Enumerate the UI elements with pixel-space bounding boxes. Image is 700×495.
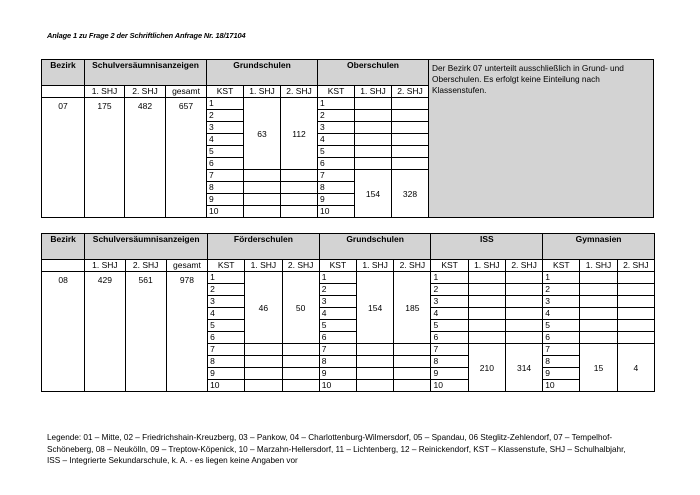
kst-cell: 1 <box>543 272 580 284</box>
kst-cell: 8 <box>318 182 355 194</box>
kst-cell: 3 <box>208 296 245 308</box>
subheader-empty <box>42 260 85 272</box>
empty-cell <box>505 320 542 332</box>
cell-grund-shj1: 154 <box>357 272 394 344</box>
empty-cell <box>281 206 318 218</box>
subheader-kst: KST <box>543 260 580 272</box>
subheader-gesamt: gesamt <box>166 260 207 272</box>
kst-cell: 9 <box>318 194 355 206</box>
kst-cell: 7 <box>543 344 580 356</box>
header-bezirk: Bezirk <box>42 234 85 260</box>
empty-cell <box>468 284 505 296</box>
cell-iss-shj2: 314 <box>505 344 542 392</box>
header-schulversaeumnisanzeigen: Schulversäumnisanzeigen <box>85 234 208 260</box>
legend-line-3: ISS – Integrierte Sekundarschule, k. A. - es liegen keine Angaben vor <box>47 456 298 465</box>
kst-cell: 2 <box>208 284 245 296</box>
kst-cell: 5 <box>319 320 356 332</box>
subheader-foerder-1shj: 1. SHJ <box>245 260 282 272</box>
subheader-ober-1shj: 1. SHJ <box>355 86 392 98</box>
subheader-grund-1shj: 1. SHJ <box>357 260 394 272</box>
legend-line-2: Schöneberg, 08 – Neukölln, 09 – Treptow-Köpenick, 10 – Marzahn-Hellersdorf, 11 – Lichtenberg, 12 – Reinickendorf, KST – Klassenstufe, SHJ – Schulhalbjahr, <box>47 444 626 454</box>
kst-cell: 7 <box>208 344 245 356</box>
kst-cell: 6 <box>207 158 244 170</box>
kst-cell: 8 <box>208 356 245 368</box>
header-grundschulen: Grundschulen <box>319 234 431 260</box>
kst-cell: 10 <box>431 380 468 392</box>
subheader-gym-1shj: 1. SHJ <box>580 260 617 272</box>
header-foerderschulen: Förderschulen <box>208 234 320 260</box>
kst-cell: 9 <box>207 194 244 206</box>
cell-shj1: 429 <box>85 272 125 392</box>
cell-grund-shj2: 112 <box>281 98 318 170</box>
empty-cell <box>392 110 429 122</box>
empty-cell <box>617 296 654 308</box>
cell-gesamt: 978 <box>166 272 207 392</box>
cell-ober-shj1: 154 <box>355 170 392 218</box>
legend <box>47 432 657 467</box>
empty-cell <box>244 206 281 218</box>
kst-cell: 7 <box>431 344 468 356</box>
subheader-empty <box>42 86 85 98</box>
empty-cell <box>468 272 505 284</box>
empty-cell <box>617 320 654 332</box>
empty-cell <box>394 344 431 356</box>
empty-cell <box>617 332 654 344</box>
kst-cell: 9 <box>431 368 468 380</box>
legend-line-1: Legende: 01 – Mitte, 02 – Friedrichshain-Kreuzberg, 03 – Pankow, 04 – Charlottenburg-Wilmersdorf, 05 – Spandau, 06 Steglitz-Zehlendorf, 07 – Tempelhof- <box>47 433 613 442</box>
kst-cell: 3 <box>431 296 468 308</box>
kst-cell: 3 <box>318 122 355 134</box>
empty-cell <box>244 194 281 206</box>
empty-cell <box>394 356 431 368</box>
kst-cell: 6 <box>431 332 468 344</box>
kst-cell: 8 <box>543 356 580 368</box>
empty-cell <box>355 122 392 134</box>
empty-cell <box>617 308 654 320</box>
subheader-gesamt: gesamt <box>166 86 207 98</box>
kst-cell: 4 <box>207 134 244 146</box>
empty-cell <box>281 194 318 206</box>
kst-cell: 10 <box>207 206 244 218</box>
empty-cell <box>505 272 542 284</box>
empty-cell <box>281 170 318 182</box>
empty-cell <box>355 146 392 158</box>
empty-cell <box>392 146 429 158</box>
kst-cell: 5 <box>318 146 355 158</box>
kst-cell: 6 <box>318 158 355 170</box>
empty-cell <box>394 380 431 392</box>
subheader-foerder-2shj: 2. SHJ <box>282 260 319 272</box>
empty-cell <box>468 332 505 344</box>
kst-cell: 1 <box>318 98 355 110</box>
empty-cell <box>282 356 319 368</box>
cell-gym-shj2: 4 <box>617 344 654 392</box>
empty-cell <box>617 284 654 296</box>
kst-cell: 3 <box>207 122 244 134</box>
kst-cell: 4 <box>318 134 355 146</box>
subheader-grund-2shj: 2. SHJ <box>281 86 318 98</box>
header-bezirk: Bezirk <box>42 60 85 86</box>
empty-cell <box>355 158 392 170</box>
kst-cell: 7 <box>319 344 356 356</box>
kst-cell: 2 <box>431 284 468 296</box>
subheader-gym-2shj: 2. SHJ <box>617 260 654 272</box>
kst-cell: 8 <box>431 356 468 368</box>
table-bezirk-07 <box>41 59 654 218</box>
cell-grund-shj2: 185 <box>394 272 431 344</box>
empty-cell <box>392 134 429 146</box>
cell-bezirk: 08 <box>42 272 85 392</box>
subheader-shj2: 2. SHJ <box>125 260 166 272</box>
empty-cell <box>245 344 282 356</box>
document-title: Anlage 1 zu Frage 2 der Schriftlichen Anfrage Nr. 18/17104 <box>47 31 246 40</box>
empty-cell <box>468 296 505 308</box>
empty-cell <box>355 134 392 146</box>
empty-cell <box>580 308 617 320</box>
kst-cell: 6 <box>543 332 580 344</box>
subheader-kst: KST <box>319 260 356 272</box>
empty-cell <box>580 272 617 284</box>
kst-cell: 10 <box>319 380 356 392</box>
empty-cell <box>357 356 394 368</box>
empty-cell <box>505 332 542 344</box>
kst-cell: 2 <box>319 284 356 296</box>
empty-cell <box>505 308 542 320</box>
empty-cell <box>394 368 431 380</box>
kst-cell: 3 <box>319 296 356 308</box>
empty-cell <box>245 356 282 368</box>
empty-cell <box>281 182 318 194</box>
cell-gesamt: 657 <box>166 98 207 218</box>
kst-cell: 8 <box>319 356 356 368</box>
subheader-iss-2shj: 2. SHJ <box>505 260 542 272</box>
kst-cell: 3 <box>543 296 580 308</box>
empty-cell <box>392 158 429 170</box>
subheader-kst: KST <box>207 86 244 98</box>
kst-cell: 6 <box>208 332 245 344</box>
kst-cell: 10 <box>543 380 580 392</box>
empty-cell <box>580 296 617 308</box>
kst-cell: 7 <box>318 170 355 182</box>
kst-cell: 5 <box>431 320 468 332</box>
kst-cell: 1 <box>207 98 244 110</box>
kst-cell: 2 <box>207 110 244 122</box>
cell-shj1: 175 <box>85 98 125 218</box>
kst-cell: 4 <box>431 308 468 320</box>
empty-cell <box>580 320 617 332</box>
cell-foerder-shj1: 46 <box>245 272 282 344</box>
kst-cell: 6 <box>319 332 356 344</box>
subheader-grund-2shj: 2. SHJ <box>394 260 431 272</box>
note-bezirk-07: Der Bezirk 07 unterteilt ausschließlich in Grund- und Oberschulen. Es erfolgt keine Einteilung nach Klassenstufen. <box>429 60 654 218</box>
cell-ober-shj2: 328 <box>392 170 429 218</box>
empty-cell <box>392 122 429 134</box>
empty-cell <box>355 110 392 122</box>
kst-cell: 8 <box>207 182 244 194</box>
empty-cell <box>245 380 282 392</box>
empty-cell <box>580 284 617 296</box>
header-iss: ISS <box>431 234 543 260</box>
empty-cell <box>505 296 542 308</box>
empty-cell <box>282 380 319 392</box>
empty-cell <box>468 320 505 332</box>
kst-cell: 9 <box>543 368 580 380</box>
header-schulversaeumnisanzeigen: Schulversäumnisanzeigen <box>85 60 207 86</box>
empty-cell <box>468 308 505 320</box>
kst-cell: 1 <box>208 272 245 284</box>
header-grundschulen: Grundschulen <box>207 60 318 86</box>
kst-cell: 5 <box>543 320 580 332</box>
kst-cell: 10 <box>318 206 355 218</box>
cell-iss-shj1: 210 <box>468 344 505 392</box>
cell-foerder-shj2: 50 <box>282 272 319 344</box>
header-gymnasien: Gymnasien <box>543 234 655 260</box>
kst-cell: 2 <box>318 110 355 122</box>
table-bezirk-08 <box>41 233 655 392</box>
cell-gym-shj1: 15 <box>580 344 617 392</box>
subheader-shj1: 1. SHJ <box>85 260 125 272</box>
kst-cell: 7 <box>207 170 244 182</box>
header-oberschulen: Oberschulen <box>318 60 429 86</box>
subheader-shj2: 2. SHJ <box>125 86 166 98</box>
subheader-kst: KST <box>208 260 245 272</box>
empty-cell <box>505 284 542 296</box>
kst-cell: 10 <box>208 380 245 392</box>
cell-bezirk: 07 <box>42 98 85 218</box>
cell-shj2: 482 <box>125 98 166 218</box>
empty-cell <box>357 368 394 380</box>
subheader-iss-1shj: 1. SHJ <box>468 260 505 272</box>
empty-cell <box>282 368 319 380</box>
kst-cell: 9 <box>208 368 245 380</box>
kst-cell: 5 <box>208 320 245 332</box>
empty-cell <box>244 182 281 194</box>
empty-cell <box>357 344 394 356</box>
empty-cell <box>244 170 281 182</box>
empty-cell <box>580 332 617 344</box>
kst-cell: 2 <box>543 284 580 296</box>
kst-cell: 1 <box>319 272 356 284</box>
cell-grund-shj1: 63 <box>244 98 281 170</box>
empty-cell <box>245 368 282 380</box>
kst-cell: 4 <box>319 308 356 320</box>
subheader-shj1: 1. SHJ <box>85 86 125 98</box>
subheader-kst: KST <box>431 260 468 272</box>
empty-cell <box>282 344 319 356</box>
kst-cell: 4 <box>208 308 245 320</box>
empty-cell <box>355 98 392 110</box>
subheader-grund-1shj: 1. SHJ <box>244 86 281 98</box>
empty-cell <box>617 272 654 284</box>
kst-cell: 1 <box>431 272 468 284</box>
empty-cell <box>392 98 429 110</box>
kst-cell: 5 <box>207 146 244 158</box>
subheader-ober-2shj: 2. SHJ <box>392 86 429 98</box>
cell-shj2: 561 <box>125 272 166 392</box>
subheader-kst: KST <box>318 86 355 98</box>
kst-cell: 4 <box>543 308 580 320</box>
kst-cell: 9 <box>319 368 356 380</box>
empty-cell <box>357 380 394 392</box>
